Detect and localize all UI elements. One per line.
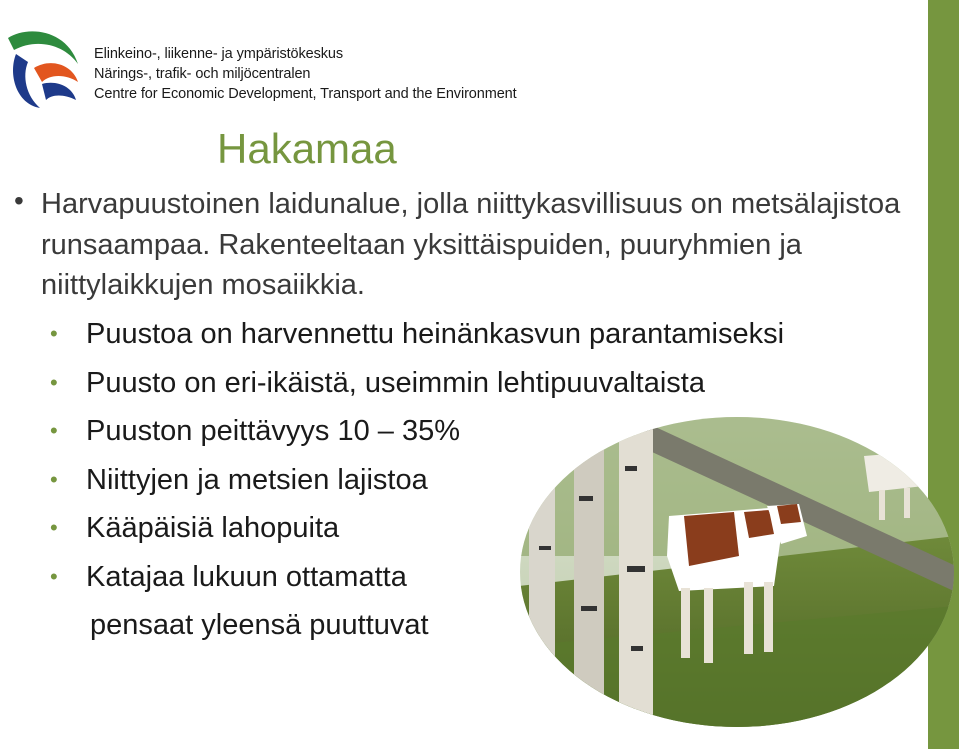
list-item-text: Katajaa lukuun ottamatta	[86, 560, 407, 593]
list-item-text: Puusto on eri-ikäistä, useimmin lehtipuuvaltaista	[86, 366, 705, 399]
organization-name	[94, 44, 517, 104]
bullet-dot-icon: •	[50, 418, 58, 443]
list-item-text: Kääpäisiä lahopuita	[86, 512, 340, 544]
list-item	[50, 359, 748, 408]
list-item-text: Puuston peittävyys 10 – 35%	[86, 415, 461, 447]
bullet-dot-icon: •	[14, 185, 24, 216]
bullet-dot-icon: •	[50, 563, 58, 589]
list-item	[50, 310, 785, 359]
bullet-dot-icon: •	[50, 466, 58, 492]
ely-logo-icon	[6, 24, 82, 110]
bullet-dot-icon: •	[50, 369, 58, 395]
pasture-photo	[519, 416, 956, 728]
org-name-sv: Närings-, trafik- och miljöcentralen	[94, 66, 311, 82]
bullet-dot-icon: •	[50, 321, 58, 346]
org-name-fi: Elinkeino-, liikenne- ja ympäristökeskus	[94, 46, 344, 62]
list-item-text: Puustoa on harvennettu heinänkasvun parantamiseksi	[86, 318, 785, 350]
org-name-en: Centre for Economic Development, Transport and the Environment	[94, 86, 517, 102]
list-item-text: pensaat yleensä puuttuvat	[90, 609, 429, 641]
lead-text: Harvapuustoinen laidunalue, jolla niittykasvillisuus on metsälajistoa runsaampaa. Rakenteeltaan yksittäispuiden, puuryhmien ja niittylaikkujen mosaiikkia.	[41, 188, 901, 301]
slide-title: Hakamaa	[217, 125, 397, 172]
list-item-text: Niittyjen ja metsien lajistoa	[86, 463, 428, 496]
bullet-dot-icon: •	[50, 515, 58, 540]
